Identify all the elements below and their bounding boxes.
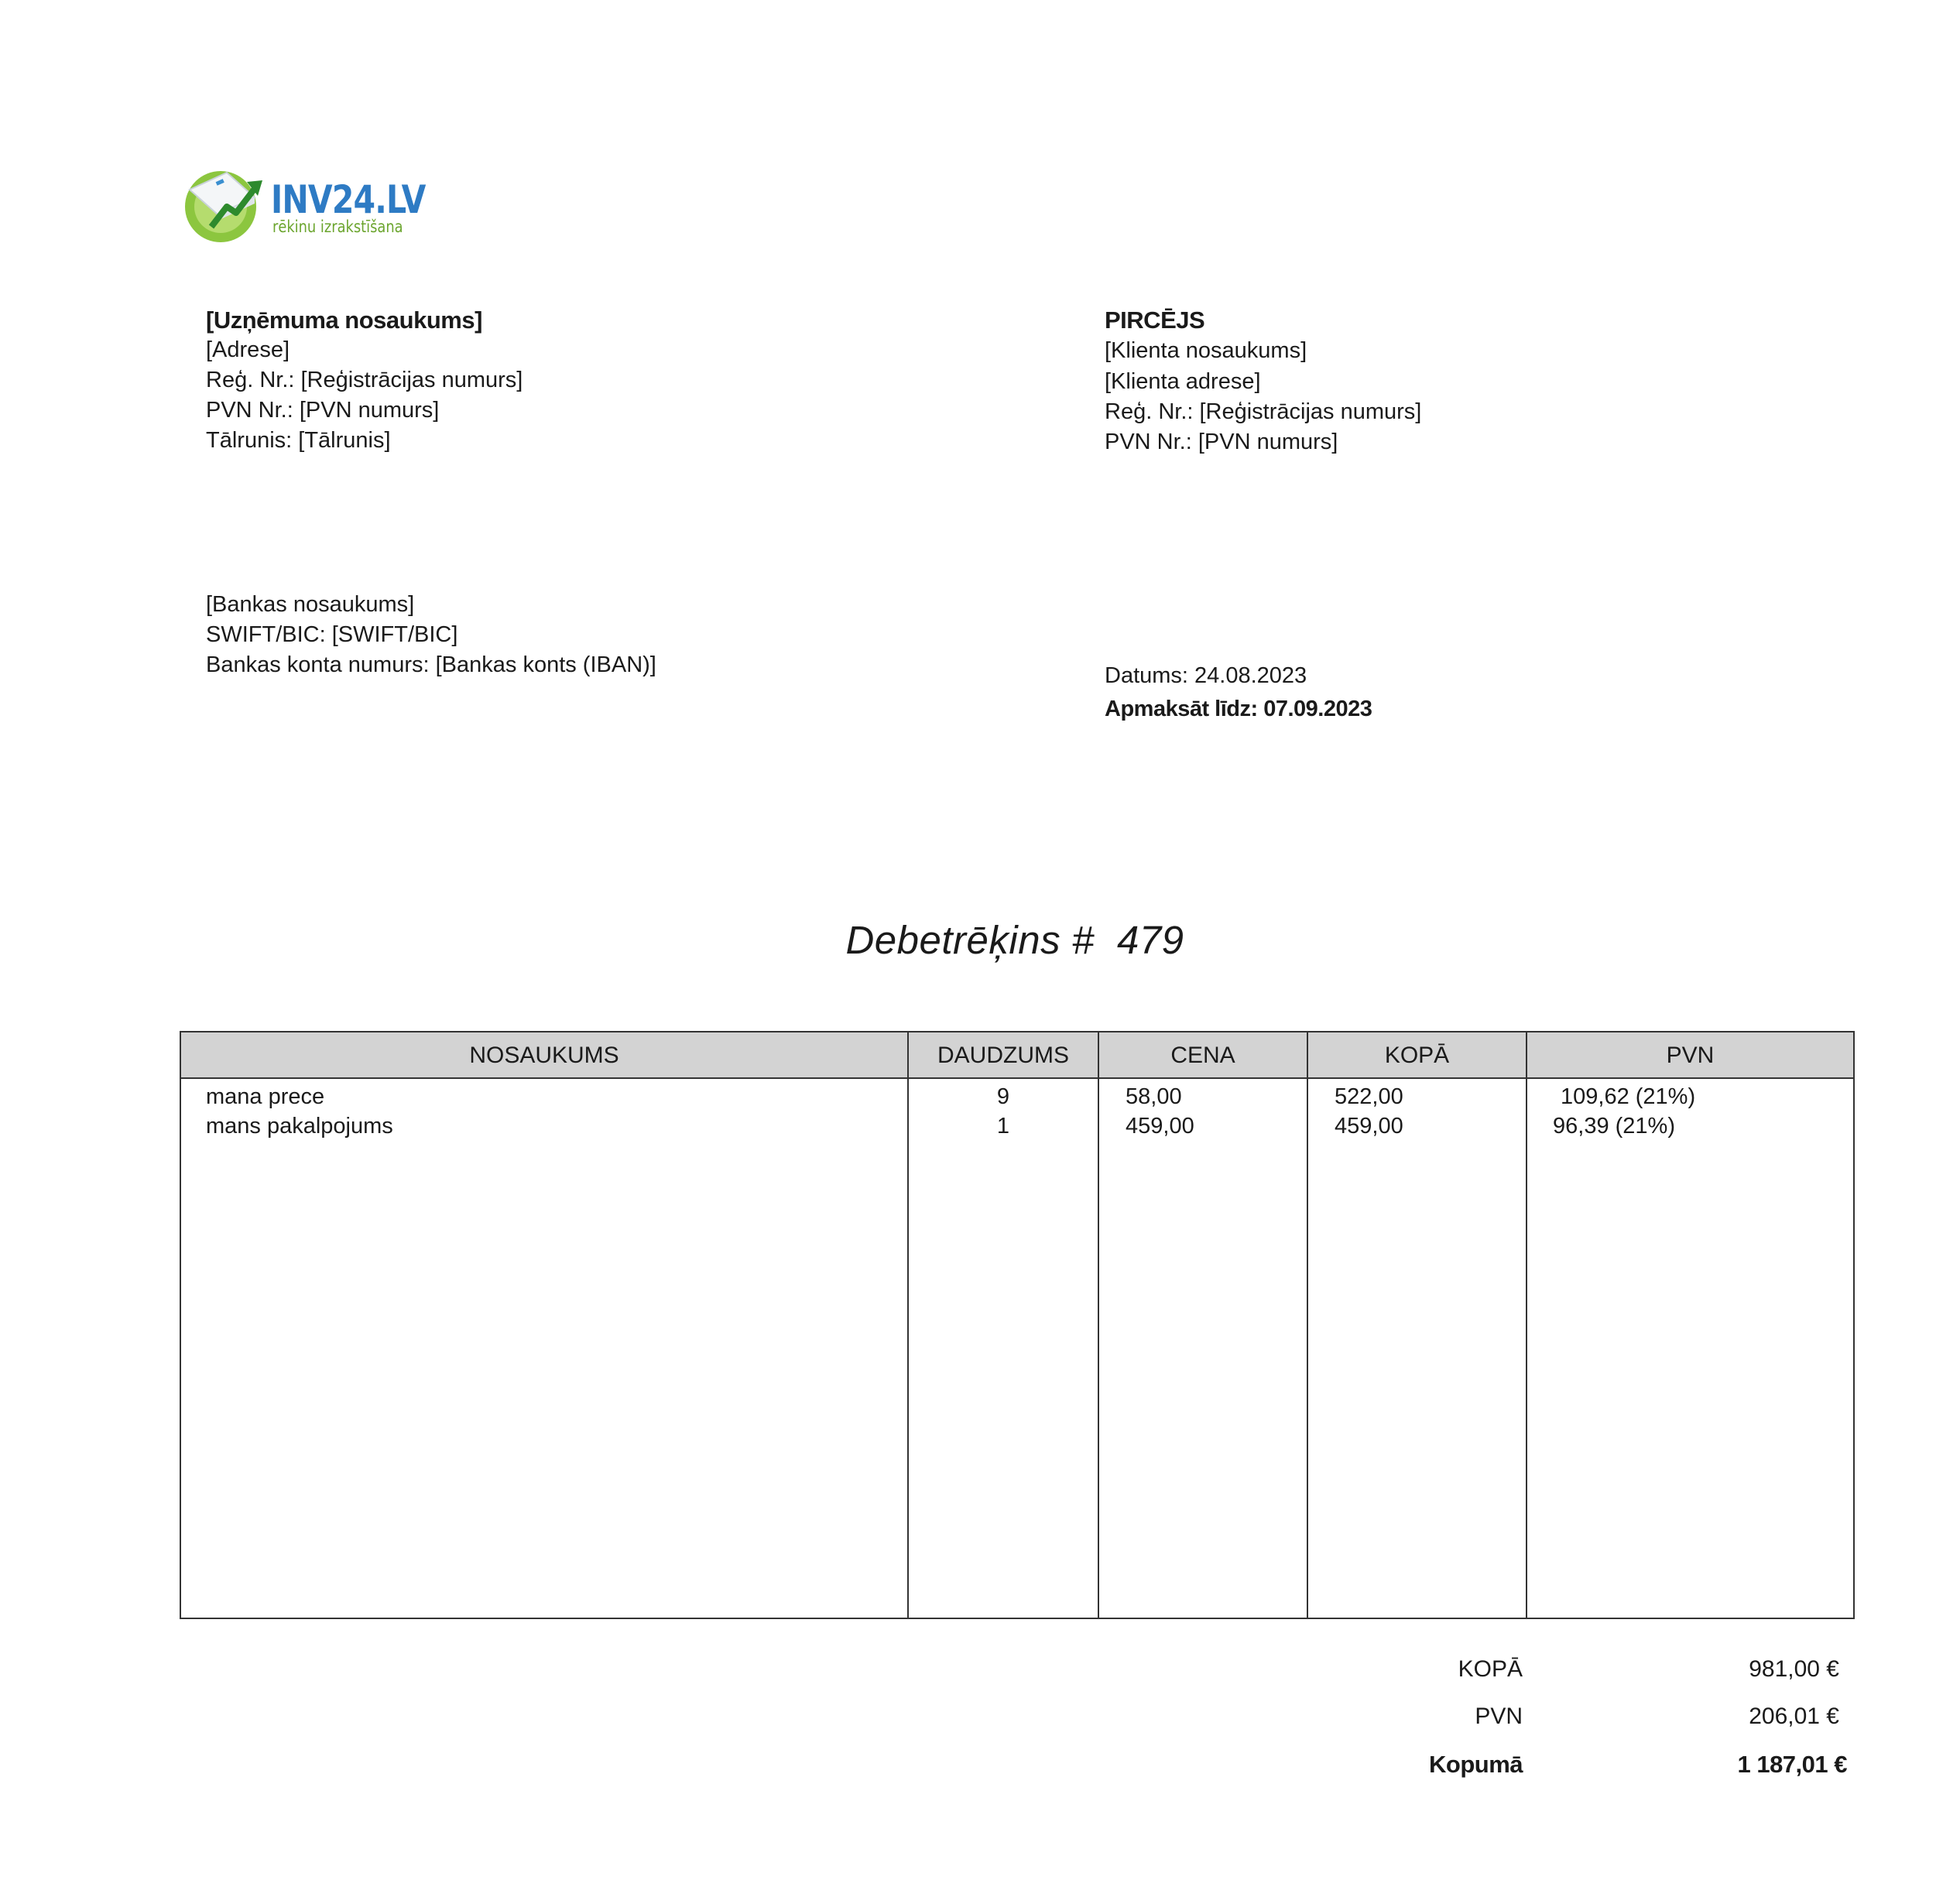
bank-name: [Bankas nosaukums] — [206, 592, 415, 617]
items-table — [180, 1031, 1855, 1619]
seller-address: [Adrese] — [206, 337, 290, 362]
item-quantity: 9 — [996, 1084, 1010, 1109]
bank-account: Bankas konta numurs: [Bankas konts (IBAN)] — [206, 652, 656, 677]
document-title — [0, 917, 1960, 963]
due-date: Apmaksāt līdz: 07.09.2023 — [1105, 697, 1372, 721]
item-name: mans pakalpojums — [206, 1114, 393, 1139]
buyer-address: [Klienta adrese] — [1105, 369, 1261, 394]
header-name: NOSAUKUMS — [469, 1043, 619, 1068]
buyer-heading: PIRCĒJS — [1105, 306, 1205, 334]
invoice-date: Datums: 24.08.2023 — [1105, 663, 1307, 688]
item-vat: 96,39 (21%) — [1553, 1114, 1675, 1139]
header-price: CENA — [1170, 1043, 1235, 1068]
vat-total-row — [1239, 1704, 1858, 1751]
item-price: 459,00 — [1126, 1114, 1194, 1139]
column-divider — [1098, 1032, 1099, 1618]
vat-total-label: PVN — [1475, 1704, 1523, 1729]
company-logo — [182, 166, 437, 244]
grand-total-label: Kopumā — [1429, 1751, 1523, 1778]
column-divider — [1526, 1032, 1527, 1618]
seller-phone: Tālrunis: [Tālrunis] — [206, 428, 391, 453]
bank-swift: SWIFT/BIC: [SWIFT/BIC] — [206, 622, 458, 647]
logo-wordmark: INV24.LV — [271, 177, 426, 222]
subtotal-row — [1239, 1656, 1858, 1704]
item-vat: 109,62 (21%) — [1561, 1084, 1696, 1109]
logo-tagline: rēkinu izrakstīšana — [272, 217, 403, 236]
buyer-reg-number: Reģ. Nr.: [Reģistrācijas numurs] — [1105, 399, 1422, 424]
seller-name: [Uzņēmuma nosaukums] — [206, 306, 482, 334]
item-price: 58,00 — [1126, 1084, 1182, 1109]
seller-info — [206, 305, 523, 456]
buyer-vat-number: PVN Nr.: [PVN numurs] — [1105, 430, 1338, 454]
header-quantity: DAUDZUMS — [937, 1043, 1069, 1068]
totals-summary — [1239, 1656, 1858, 1798]
invoice-dates — [1105, 661, 1372, 724]
seller-reg-number: Reģ. Nr.: [Reģistrācijas numurs] — [206, 368, 523, 392]
buyer-name: [Klienta nosaukums] — [1105, 338, 1307, 363]
column-divider — [1307, 1032, 1308, 1618]
header-vat: PVN — [1666, 1043, 1715, 1068]
header-total: KOPĀ — [1384, 1043, 1450, 1068]
logo-icon — [182, 166, 267, 244]
title-number: 479 — [1116, 918, 1184, 962]
vat-total-value: 206,01 € — [1749, 1704, 1839, 1729]
grand-total-row — [1239, 1751, 1858, 1798]
bank-info — [206, 590, 656, 680]
subtotal-label: KOPĀ — [1458, 1656, 1523, 1682]
item-quantity: 1 — [996, 1114, 1010, 1139]
item-total: 459,00 — [1335, 1114, 1403, 1139]
buyer-info — [1105, 305, 1421, 457]
grand-total-value: 1 187,01 € — [1737, 1751, 1847, 1778]
item-total: 522,00 — [1335, 1084, 1403, 1109]
seller-vat-number: PVN Nr.: [PVN numurs] — [206, 398, 440, 423]
subtotal-value: 981,00 € — [1749, 1656, 1839, 1682]
title-label: Debetrēķins # — [845, 918, 1095, 962]
item-name: mana prece — [206, 1084, 325, 1109]
